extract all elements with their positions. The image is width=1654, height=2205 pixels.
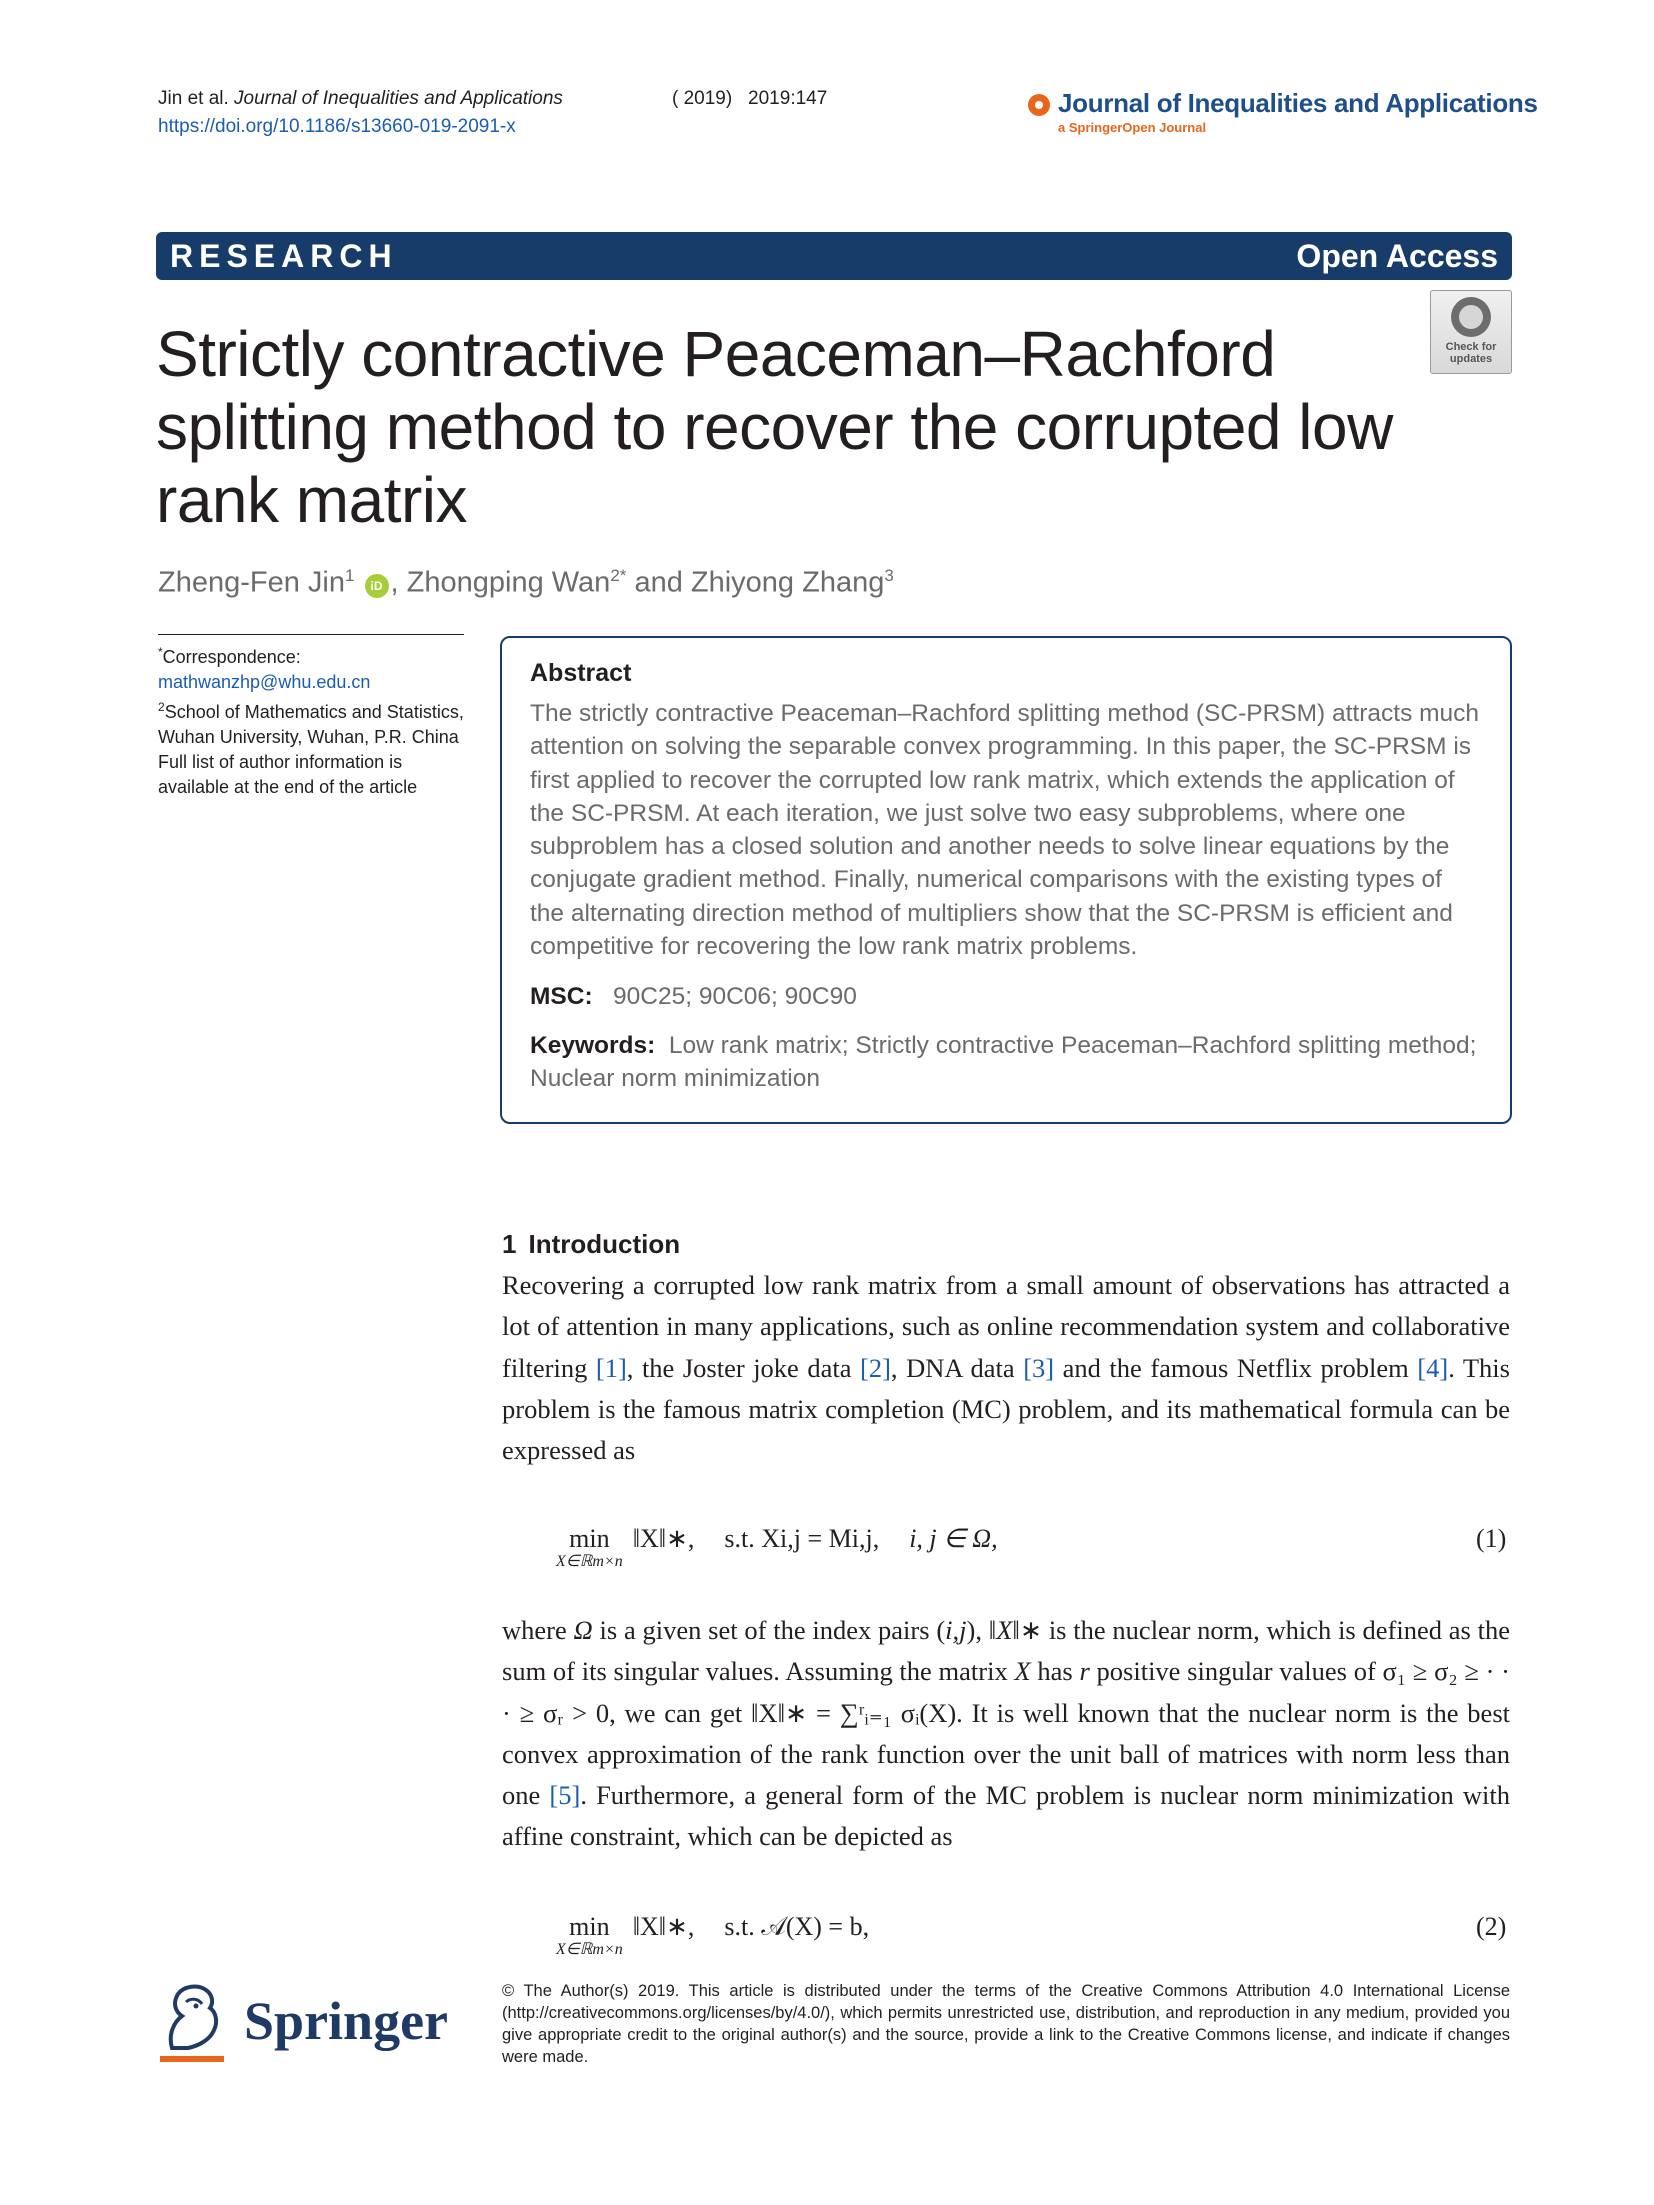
citation-link[interactable]: [4] <box>1417 1352 1449 1383</box>
author-2[interactable]: , Zhongping Wan <box>390 566 611 599</box>
check-for-updates-line1: Check for <box>1445 341 1497 353</box>
article-type-label: RESEARCH <box>170 238 398 274</box>
orcid-icon[interactable]: iD <box>365 574 389 598</box>
check-for-updates-line2: updates <box>1449 353 1493 365</box>
citation-link[interactable]: [3] <box>1023 1352 1055 1383</box>
citation-link[interactable]: [2] <box>860 1352 891 1383</box>
author-list <box>158 566 894 600</box>
msc-label: MSC: <box>530 983 593 1010</box>
running-citation <box>158 88 828 110</box>
section-heading <box>502 1229 680 1260</box>
citation-journal: Journal of Inequalities and Applications <box>234 88 563 109</box>
keywords-values: Low rank matrix; Strictly contractive Peaceman–Rachford splitting method; Nuclear norm minimization <box>530 1032 1477 1093</box>
author-info-note: Full list of author information is available at the end of the article <box>158 752 418 797</box>
springer-horse-icon <box>158 1982 224 2054</box>
author-1[interactable]: Zheng-Fen Jin <box>158 566 345 599</box>
abstract-text: The strictly contractive Peaceman–Rachford splitting method (SC-PRSM) attracts much attention on solving the separable convex programming. In this paper, the SC-PRSM is first applied to recover the corrupted low rank matrix, which extends the application of the SC-PRSM. At each iteration, we just solve two easy subproblems, where one subproblem has a closed solution and another needs to solve linear equations by the conjugate gradient method. Finally, numerical comparisons with the existing types of the alternating direction method of multipliers show that the SC-PRSM is efficient and competitive for recovering the low rank matrix problems. <box>530 700 1480 961</box>
author-3[interactable]: and Zhiyong Zhang <box>626 566 885 599</box>
sidebar-divider <box>158 634 464 635</box>
springer-wordmark: Springer <box>244 1991 449 2051</box>
article-type-banner <box>156 232 1512 280</box>
correspondence-sidebar: *Correspondence: mathwanzhp@whu.edu.cn $^2$School of Mathematics and Statistics, Wuhan University, Wuhan, P.R. China Full list of author information is available at the end of the article <box>158 640 464 800</box>
equation-2-number: (2) <box>1476 1912 1507 1941</box>
article-title: Strictly contractive Peaceman–Rachford splitting method to recover the corrupted low rank matrix <box>156 318 1393 536</box>
correspondence-email[interactable]: mathwanzhp@whu.edu.cn <box>158 672 371 692</box>
check-for-updates-badge[interactable] <box>1430 290 1512 374</box>
section-title: Introduction <box>528 1229 681 1259</box>
equation-1: min X∈ℝm×n ‖X‖∗, s.t. Xi,j = Mi,j, i, j ∈ Ω, <box>556 1524 998 1570</box>
intro-paragraph-2: where Ω is a given set of the index pairs (i,j), ‖X‖∗ is the nuclear norm, which is defined as the sum of its singular values. Assuming the matrix X has r positive singular values of σ₁ ≥ σ₂ ≥ · · · ≥ σᵣ > 0, we can get ‖X‖∗ = ∑ʳᵢ₌₁ σᵢ(X). It is well known that the nuclear norm is the best convex approximation of the rank function over the unit ball of matrices with norm less than one [5]. Furthermore, a general form of the MC problem is nuclear norm minimization with affine constraint, which can be depicted as <box>502 1615 1511 1852</box>
journal-logo-subtitle: a SpringerOpen Journal <box>1058 120 1207 135</box>
section-number: 1 <box>502 1229 517 1259</box>
author-3-affiliation: 3 <box>884 566 894 585</box>
springeropen-icon <box>1028 94 1050 116</box>
affiliation: School of Mathematics and Statistics, Wuhan University, Wuhan, P.R. China <box>158 702 464 747</box>
keywords <box>530 1029 1480 1096</box>
open-access-label: Open Access <box>1296 238 1498 274</box>
abstract-heading: Abstract <box>530 659 632 687</box>
equation-2: min X∈ℝm×n ‖X‖∗, s.t. 𝒜(X) = b, <box>556 1912 870 1958</box>
citation-authors: Jin et al. <box>158 88 229 109</box>
license-notice: © The Author(s) 2019. This article is distributed under the terms of the Creative Commons Attribution 4.0 International License (http://creativecommons.org/licenses/by/4.0/), which permits unrestricted use, distribution, and reproduction in any medium, provided you give appropriate credit to the original author(s) and the source, provide a link to the Creative Commons license, and indicate if changes were made. <box>502 1982 1510 2066</box>
journal-logo-name: Journal of Inequalities and Applications <box>1058 88 1538 118</box>
citation-year-volume: ( 2019) 2019:147 <box>672 88 828 109</box>
author-2-affiliation: 2* <box>610 566 627 585</box>
msc-codes <box>530 983 857 1011</box>
correspondence-label: Correspondence: <box>162 647 301 667</box>
intro-paragraph-1: Recovering a corrupted low rank matrix from a small amount of observations has attracted a lot of attention in many applications, such as online recommendation system and collaborative filtering [1], the Joster joke data [2], DNA data [3] and the famous Netflix problem [4]. This problem is the famous matrix completion (MC) problem, and its mathematical formula can be expressed as <box>502 1270 1510 1466</box>
equation-1-number: (1) <box>1476 1524 1507 1553</box>
springer-logo-bar <box>160 2056 224 2062</box>
citation-link[interactable]: [5] <box>549 1780 581 1811</box>
author-1-affiliation: 1 <box>345 566 355 585</box>
keywords-label: Keywords: <box>530 1032 656 1059</box>
msc-values: 90C25; 90C06; 90C90 <box>613 983 857 1010</box>
crossmark-icon <box>1451 297 1491 337</box>
doi-link[interactable]: https://doi.org/10.1186/s13660-019-2091-x <box>158 116 516 137</box>
citation-link[interactable]: [1] <box>595 1352 627 1383</box>
